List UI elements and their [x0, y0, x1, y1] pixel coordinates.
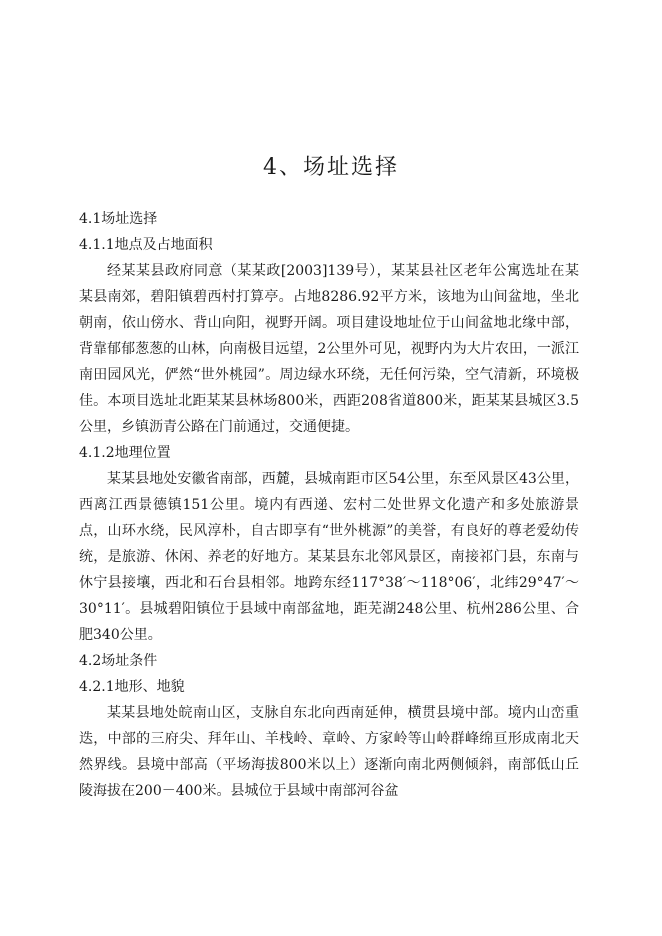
page-title: 4、场址选择: [263, 155, 399, 180]
document-body: [79, 206, 579, 804]
paragraph-location-area: 经某某县政府同意（某某政[2003]139号），某某县社区老年公寓选址在某某县南郊，碧阳镇碧西村打算亭。占地8286.92平方米，该地为山间盆地，坐北朝南，依山傍水、背山向阳，视野开阔。项目建设地址位于山间盆地北缘中部，背靠郁郁葱葱的山林，向南极目远望，2公里外可见，视野内为大片农田，一派江南田园风光，俨然“世外桃园”。周边绿水环绕，无任何污染，空气清新，环境极佳。本项目选址北距某某县林场800米，西距208省道800米，距某某县城区3.5公里，乡镇沥青公路在门前通过，交通便捷。: [79, 263, 579, 435]
section-heading-4-1: 4.1场址选择: [79, 211, 158, 227]
section-heading-4-2-1: 4.2.1地形、地貌: [79, 679, 185, 695]
section-heading-4-1-1: 4.1.1地点及占地面积: [79, 237, 213, 253]
section-heading-4-2: 4.2场址条件: [79, 653, 158, 669]
section-heading-4-1-2: 4.1.2地理位置: [79, 445, 171, 461]
paragraph-terrain: 某某县地处皖南山区，支脉自东北向西南延伸，横贯县境中部。境内山峦重迭，中部的三府尖、拜年山、羊栈岭、章岭、方家岭等山岭群峰绵亘形成南北天然界线。县境中部高（平场海拔800米以上）逐渐向南北两侧倾斜，南部低山丘陵海拔在200－400米。县城位于县域中南部河谷盆: [79, 705, 579, 799]
paragraph-geographic-location: 某某县地处安徽省南部，西麓，县城南距市区54公里，东至风景区43公里，西离江西景德镇151公里。境内有西递、宏村二处世界文化遗产和多处旅游景点，山环水绕，民风淳朴，自古即享有“世外桃源”的美誉，有良好的尊老爱幼传统，是旅游、休闲、养老的好地方。某某县东北邻风景区，南接祁门县，东南与休宁县接壤，西北和石台县相邻。地跨东经117°38′～118°06′，北纬29°47′～30°11′。县城碧阳镇位于县域中南部盆地，距芜湖248公里、杭州286公里、合肥340公里。: [79, 471, 579, 643]
